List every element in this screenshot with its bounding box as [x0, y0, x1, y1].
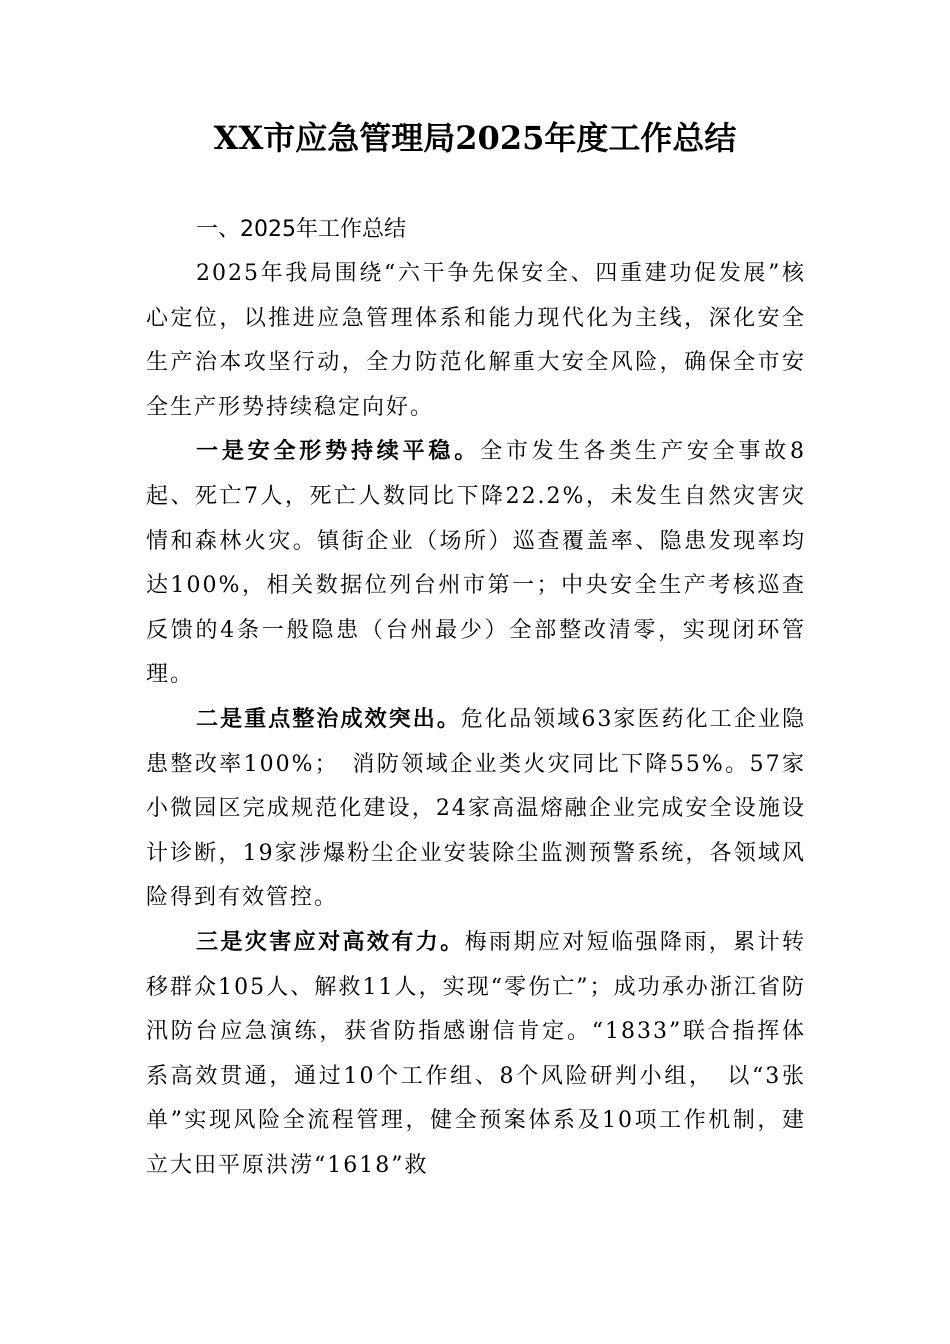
- point-lead-1: 一是安全形势持续平稳。: [196, 439, 481, 465]
- point-lead-2: 二是重点整治成效突出。: [196, 706, 461, 732]
- point-paragraph-3: [146, 921, 806, 1189]
- section-heading: 一、2025年工作总结: [196, 217, 406, 242]
- point-text-3: 梅雨期应对短临强降雨，累计转移群众105人、解救11人，实现“零伤亡”；成功承办浙江省防汛防台应急演练，获省防指感谢信肯定。“1833”联合指挥体系高效贯通，通过10个工作组、8个风险研判小组， 以“3张单”实现风险全流程管理，健全预案体系及10项工作机制，建立大田平原洪涝“1618”救: [146, 929, 806, 1178]
- document-body: [146, 252, 806, 1188]
- point-text-2: 危化品领域63家医药化工企业隐患整改率100%； 消防领域企业类火灾同比下降55%。57家小微园区完成规范化建设，24家高温熔融企业完成安全设施设计诊断，19家涉爆粉尘企业安装除尘监测预警系统，各领域风险得到有效管控。: [146, 706, 806, 911]
- intro-paragraph: 2025年我局围绕“六干争先保安全、四重建功促发展”核心定位，以推进应急管理体系和能力现代化为主线，深化安全生产治本攻坚行动，全力防范化解重大安全风险，确保全市安全生产形势持续稳定向好。: [146, 261, 806, 420]
- point-text-1: 全市发生各类生产安全事故8起、死亡7人，死亡人数同比下降22.2%，未发生自然灾害灾情和森林火灾。镇街企业（场所）巡查覆盖率、隐患发现率均达100%，相关数据位列台州市第一；中央安全生产考核巡查反馈的4条一般隐患（台州最少）全部整改清零，实现闭环管理。: [146, 439, 806, 688]
- point-paragraph-1: [146, 430, 806, 698]
- document-title: XX市应急管理局2025年度工作总结: [213, 119, 737, 157]
- point-lead-3: 三是灾害应对高效有力。: [196, 929, 465, 955]
- point-paragraph-2: [146, 698, 806, 921]
